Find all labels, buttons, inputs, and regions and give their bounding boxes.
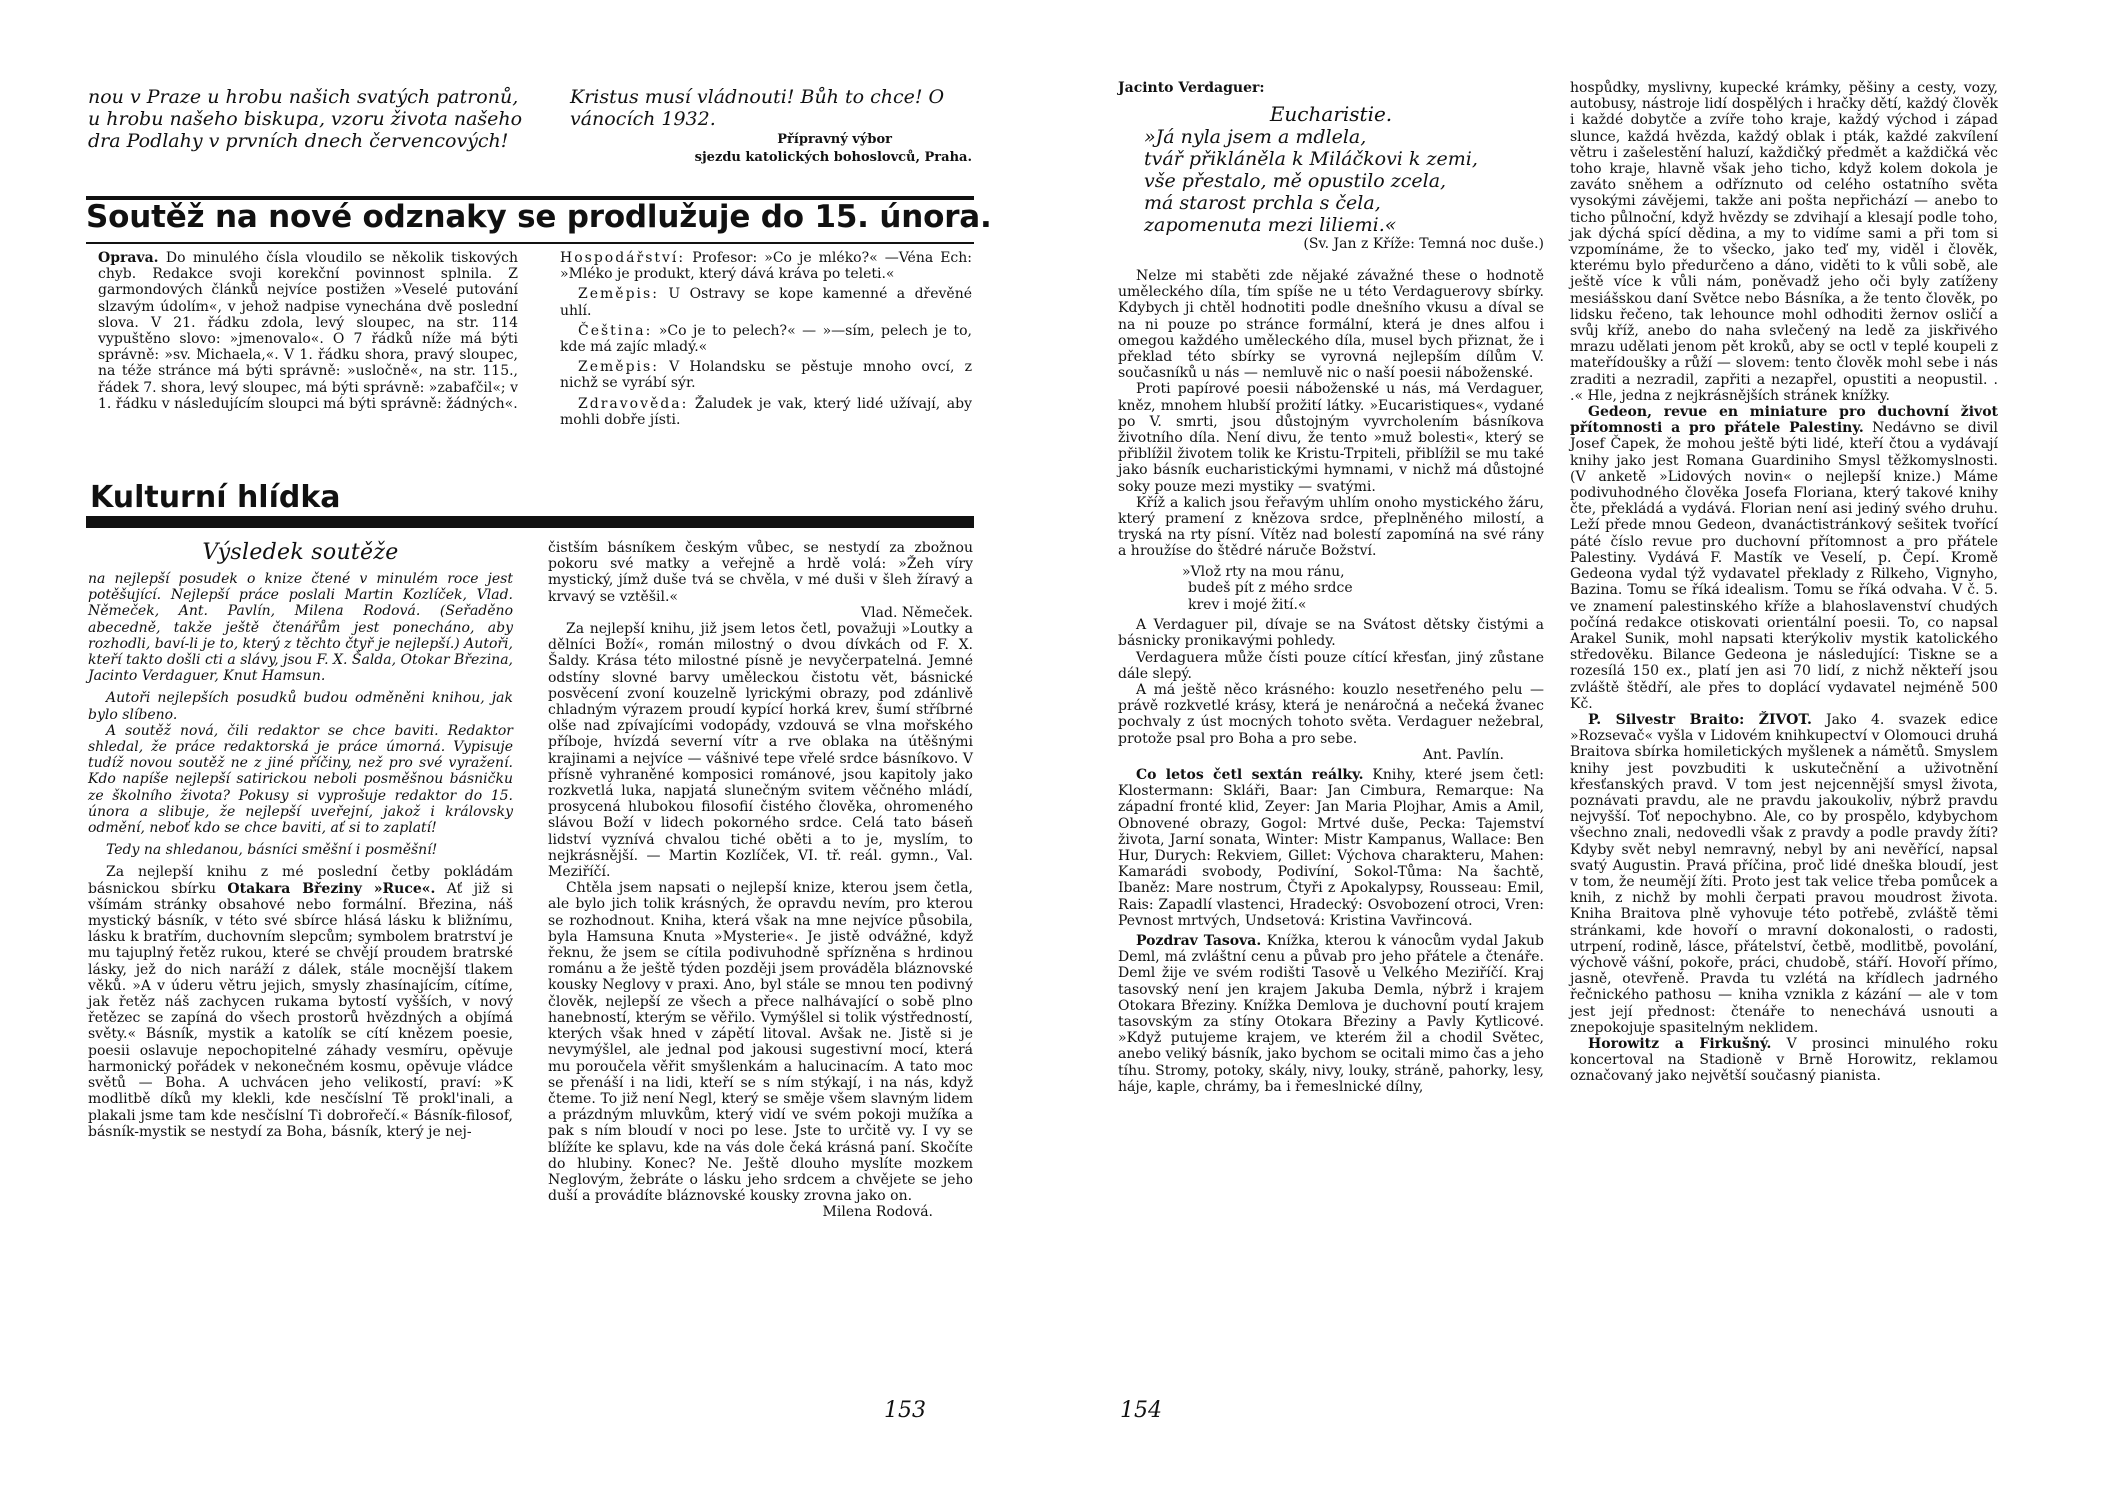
poem-line: tvář přikláněla k Miláčkovi k zemi, bbox=[1144, 148, 1478, 170]
poem-author: Jacinto Verdaguer: bbox=[1118, 80, 1265, 96]
article-text: Kříž a kalich jsou řeřavým uhlím onoho mystického žáru, který pramení z knězova srdce, přeplněného milostí, a tryská na rty písní. Vítěz nad bolestí zapomíná na své rány a hroužíse do štědré náruče Božství. bbox=[1118, 494, 1544, 560]
headline-rule bbox=[86, 242, 974, 244]
article-text: Knihy, které jsem četl: Klostermann: Skláři, Baar: Jan Cimbura, Remarque: Na západní fronté klid, Zeyer: Jan Maria Plojhar, Amis a Amil, Obnovené obrazy, Gogol: Mrtvé duše, Pecka: Tajemství života, Jarní sonata, Winter: Mistr Kampanus, Wallace: Ben Hur, Durych: Rekviem, Gillet: Výchova charakteru, Mahen: Kamarádi svobody, Podivíní, Sokol-Tůma: Na šachtě, Ibaněz: Mare nostrum, Čtyři z Apokalypsy, Rousseau: Emil, Rais: Zapadlí vlastenci, Hradecký: Osvobození otroci, Vren: Pevnost mrtvých, Undsetová: Kristina Vavřincová. bbox=[1118, 766, 1544, 929]
school-jokes bbox=[560, 250, 972, 428]
oprava-label: Oprava. bbox=[98, 250, 159, 266]
article-text: Verdaguera může čísti pouze cítící křesťan, jiný zůstane dále slepý. bbox=[1118, 649, 1544, 682]
section-title-kulturni-hlidka: Kulturní hlídka bbox=[90, 480, 341, 515]
article-text: Proti papírové poesii náboženské u nás, má Verdaguer, kněz, mnohem hlubší prožití látky. »Eucaristiques«, vydané po V. smrti, jsou důstojným vyvrcholením básníkova životního díla. Není divu, že tento »muž bolesti«, který se přiblížil životem tolik ke Kristu-Trpiteli, přiblížil se mu také jako básník eucharistickými hymnami, v nichž má důstojné soky pouze mezi mystiky — svatými. bbox=[1118, 381, 1544, 495]
article-text: A má ještě něco krásného: kouzlo nesetřeného pelu — právě rozkvetlé krásy, která je nenáročná a nečeká žvanec pochvaly z úst mocných tohoto světa. Verdaguer nežebral, protože psal pro Boha a pro sebe. bbox=[1118, 681, 1544, 747]
right-column-1 bbox=[1118, 80, 1544, 1095]
poem-line: krev i mojé žití.« bbox=[1188, 596, 1307, 613]
poem-line: má starost prchla s čela, bbox=[1144, 192, 1381, 214]
article-lead: Gedeon, revue en miniature pro duchovní život přítomnosti a pro přátele Palestiny. bbox=[1570, 404, 1998, 437]
page-number-left: 153 bbox=[884, 1398, 926, 1423]
article-signature: Ant. Pavlín. bbox=[1422, 746, 1504, 763]
article-lead: Pozdrav Tasova. bbox=[1136, 933, 1262, 950]
joke-text: V Holandsku se pěstuje mnoho ovcí, z nichž se vyrábí sýr. bbox=[560, 359, 972, 392]
poem-line: zapomenuta mezi liliemi.« bbox=[1144, 214, 1397, 236]
result-title: Výsledek soutěže bbox=[202, 540, 399, 565]
article-lead: Co letos četl sextán reálky. bbox=[1136, 766, 1364, 783]
joke-label: Zeměpis: bbox=[578, 359, 659, 376]
intro-sign-1: Přípravný výbor bbox=[777, 132, 892, 147]
review-text: Ať již si všímám stránky obsahové nebo formální. Březina, náš mystický básník, v této své sbírce hlásá lásku k bližnímu, lásku k bratřím, duchovním slepcům; symbolem bratrství je mu tajuplný řetěz rukou, které se chvějí proudem bratrské lásky, jež do nich naráží z dálek, stále mocnější tlakem věků. »A v úderu větru jejich, smysly zhasínajícím, cítíme, jak řetěz náš zachycen rukama bytostí vyšších, v nový řetězec se zapíná do všech prostorů hvězdných a objímá světy.« Básník, mystik a katolík se cítí knězem poesie, poesii oslavuje nepochopitelné záhady vesmíru, opěvuje harmonický pořádek v nekonečném kosmu, opěvuje vládce světů — Boha. A uchvácen jeho velikostí, praví: »K modlitbě díků my klekli, kde nesčíslní Tě prokl'inali, a plakali jsme tam kde nesčíslní Ti dobrořečí.« Básník-filosof, básník-mystik se nestydí za Boha, básník, který je nej- bbox=[88, 880, 513, 1140]
poem-line: »Vlož rty na mou ránu, bbox=[1182, 563, 1345, 580]
right-page bbox=[1058, 0, 2116, 1500]
article-text: Nedávno se divil Josef Čapek, že mohou ještě býti lidé, kteří čtou a vydávají knihy jako jest Romana Guardiniho Smysl těžkomyslnosti. (V anketě »Lidových novin« o nejlepší knize.) Máme podivuhodného člověka Josefa Floriana, který takové knihy čte, překládá a vydává. Florian není asi jediný svého druhu. Leží přede mnou Gedeon, dvanáctistránkový sešitek tvořící páté číslo revue pro duchovní přítomnost a pro přátele Palestiny. Vydává F. Mastík ve Veselí, p. Čepí. Kromě Gedeona vydal týž vydavatel překlady z Rilkeho, Vignyho, Bazina. Tomu se říká idealism. Tomu se říká odvaha. V č. 5. ve znamení palestinského kříže a blahoslavenství chudých počíná redakce otiskovati orientální poesii. To, co napsal Arakel Sunik, mohl napsati kterýkoliv mystik katolického středověku. Bilance Gedeona je následující: Tiskne se a rozesílá 150 ex., platí jen asi 70 lidí, z nichž někteří jsou zvláště štědří, ale přes to doplácí vydavatel nejméně 500 Kč. bbox=[1570, 420, 1998, 712]
article-lead: P. Silvestr Braito: ŽIVOT. bbox=[1588, 711, 1812, 728]
small-poem bbox=[1118, 564, 1544, 614]
left-column-1 bbox=[88, 540, 513, 1140]
left-column-2 bbox=[548, 540, 973, 1221]
review-book: Otakara Březiny »Ruce«. bbox=[227, 880, 436, 897]
joke-label: Zeměpis: bbox=[578, 286, 659, 303]
intro-left-text bbox=[88, 86, 532, 152]
right-column-2 bbox=[1570, 80, 1998, 1085]
joke-text: Žaludek je vak, který lidé užívají, aby mohli dobře jísti. bbox=[560, 395, 972, 428]
review-signature: Milena Rodová. bbox=[822, 1204, 933, 1221]
poem-line: budeš pít z mého srdce bbox=[1188, 580, 1353, 597]
result-paragraph: A soutěž nová, čili redaktor se chce baviti. Redaktor shledal, že práce redaktorská je práce úmorná. Vypisuje tudíž novou soutěž ne z jiné příčiny, než pro své vyražení. Kdo napíše nejlepší satirickou neboli posměšnou básničku ze školního života? Pokusy si vyprošuje redaktor do 15. února a slibuje, že nejlepší uveřejní, jakož i královsky odmění, neboť kdo se chce baviti, ať si to zaplatí! bbox=[88, 722, 513, 837]
intro-sign-2: sjezdu katolických bohoslovců, Praha. bbox=[694, 150, 972, 165]
joke-text: »Co je to pelech?« — »—sím, pelech je to, kde má zajíc mladý.« bbox=[560, 322, 972, 356]
intro-left: nou v Praze u hrobu našich svatých patronů, u hrobu našeho biskupa, vzoru života našeho dra Podlahy v prvních dnech červencových! bbox=[88, 86, 523, 152]
article-text: hospůdky, myslivny, kupecké krámky, pěšiny a cesty, vozy, autobusy, nástroje lidí dospělých i hračky dětí, každý člověk i každé dobytče a zvíře toho kraje, každý východ i západ slunce, každá hvězda, každý oblak i pták, každé zakvílení větru i zašelestění haluzí, každičký předmět a každičká věc toho kraje, hlavně však jeho ticho, když kolem dokola je zaváto sněhem a odříznuto od celého ostatního světa vysokými závějemi, takže ani pošta nepřichází — anebo to ticho půlnoční, když hvězdy se zdvihají a klesají podle toho, jak dýchá spící dědina, a my to vidíme sami a při tom si vzpomínáme, že to všecko, jako teď my, viděl i člověk, kterému bylo předurčeno a dáno, viděti to k vůli sobě, ale ještě více k vůli nám, poněvadž jeho oči byly zatíženy mesiášskou daní Světce nebo Básníka, a že tento člověk, po lidsku řečeno, tak lehounce mohl odhoditi žernov osličí a svůj kříž, anebo do naha svlečený na ledě za jiskřivého mrazu udělati jenom pět kroků, aby se octl v teplé koupeli z mateřídoušky a růží — slovem: tento člověk mohl sebe i nás zraditi a nezradil, zapřiti a nezapřel, opustiti a neopustil. . .« Hle, jedna z nejkrásnějších stránek knížky. bbox=[1570, 80, 1998, 404]
poem-title: Eucharistie. bbox=[1269, 102, 1393, 126]
joke-label: Hospodářství: bbox=[560, 250, 686, 266]
joke-text: U Ostravy se kope kamenné a dřevěné uhlí. bbox=[560, 286, 973, 319]
article-text: A Verdaguer pil, dívaje se na Svátost dětsky čistými a básnicky pronikavými pohledy. bbox=[1118, 617, 1544, 650]
review-text: Za nejlepší knihu z mé poslední četby pokládám básnickou sbírku bbox=[88, 864, 513, 897]
article-text: V prosinci minulého roku koncertoval na Stadioně v Brně Horowitz, reklamou označovaný jako největší současný pianista. bbox=[1570, 1035, 1998, 1085]
review-text: Za nejlepší knihu, již jsem letos četl, považuji »Loutky a dělníci Boží«, román milostný o dvou dívkách od F. X. Šaldy. Krása této milostné písně je nevyčerpatelná. Jemné odstíny slovné barvy uměleckou čistotu vět, básnické posvěcení zvoní kouzelně lyrickými obrazy, pod zdánlivě chladným výrazem proudí kypící horká krev, šumí stříbrné olše nad zpívajícími vodopády, vzdouvá se vlna mořského příboje, hvízdá severní vítr a rve oblaka na útěšnými krajinami a nejvíce — vášnivé tepe vřelé srdce básníkovo. V přísně vyhraněné komposici románové, jsou kapitoly jako rozkvetlá luka, napjatá slunečným svitem věčného mládí, prosycená hlubokou filosofií čistého člověka, ohromeného slávou Boží v lidech pokorného srdce. Celá tato báseň lidství vyznívá chvalou tiché oběti a to je, myslím, to nejkrásnější. — Martin Kozlíček, VI. tř. reál. gymn., Val. Meziříčí. bbox=[548, 621, 973, 881]
contest-headline: Soutěž na nové odznaky se prodlužuje do 15. února. bbox=[86, 199, 992, 235]
intro-right-text: Kristus musí vládnouti! Bůh to chce! O vánocích 1932. bbox=[570, 86, 945, 130]
poem-source: (Sv. Jan z Kříže: Temná noc duše.) bbox=[1303, 236, 1544, 252]
review-text: čistším básníkem českým vůbec, se nestydí za zbožnou pokoru své matky a veřejně a hrdě volá: »Žeh víry mystický, jímž duše tvá se chvěla, v mé duši v šleh žíravý a krvavý se vztěšil.« bbox=[548, 540, 973, 605]
result-paragraph: Tedy na shledanou, básníci směšní i posměšní! bbox=[106, 842, 438, 859]
oprava-text: Do minulého čísla vloudilo se několik tiskových chyb. Redakce svoji korekční povinnost splnila. Z garmondových článků nejvíce postižen »Veselé putování slzavým údolím«, v jehož nadpise vynechána dvě poslední slova. V 21. řádku zdola, levý sloupec, na str. 114 vypuštěno slovo: »jmenovalo«. O 7 řádků níže má býti správně: »sv. Michaela,«. V 1. řádku shora, pravý sloupec, na téže stránce má býti správně: »usločně«, na str. 115., řádek 7. shora, levý sloupec, má býti správně: »zabafčil«; v 1. řádku v následujícím sloupci má býti správně: žádných«. bbox=[98, 250, 519, 412]
result-paragraph: Autoři nejlepších posudků budou odměněni knihou, jak bylo slíbeno. bbox=[88, 690, 513, 723]
result-paragraph: na nejlepší posudek o knize čtené v minulém roce jest potěšující. Nejlepší práce poslali Martin Kozlíček, Vlad. Němeček, Ant. Pavlín, Milena Rodová. (Seřaděno abecedně, takže ještě čtenářům jest ponecháno, aby rozhodli, baví-li je to, který z těchto čtyř je nejlepší.) Autoři, kteří takto došli cti a slávy, jsou F. X. Šalda, Otokar Březina, Jacinto Verdaguer, Knut Hamsun. bbox=[88, 571, 513, 685]
article-text: Jako 4. svazek edice »Rozsevač« vyšla v Lidovém knihkupectví v Olomouci druhá Braitova sbírka homiletických myšlenek a námětů. Smyslem knihy jest povzbuditi k uskutečnění a uživotnění křesťanských pravd. V tom jest nejcennější smysl života, poznávati pravdu, ale ne pravdu jakoukoliv, nýbrž pravdu nejvyšší. Toť nepochybno. Ale, co by prospělo, kdybychom všechno znali, nedovedli však z pravdy a podle pravdy žíti? Kdyby svět nebyl nemravný, nebyl by ani nevěřící, napsal svatý Augustin. Pravá příčina, proč lidé dneška bloudí, jest v tom, že neumějí žíti. Proto jest tak velice třeba pomůcek a knih, z nichž by mohli čerpati pravou moudrost života. Kniha Braitova plně vyhovuje této potřebě, zvláště těmi stránkami, kde hovoří o mravní dokonalosti, o radosti, utrpení, rodině, lásce, přátelství, četbě, modlitbě, povolání, výchově vášní, pokoře, práci, chudobě, stáří. Hovoří přímo, jasně, otevřeně. Pravda tu vzlétá na křídlech jadrného řečnického pathosu — kniha vznikla z kázání — ale v tom jest její přednost: čtenáře to nenechává usnouti a znepokojuje spasitelným neklidem. bbox=[1570, 711, 1999, 1036]
article-text: Knížka, kterou k vánocům vydal Jakub Deml, má zvláštní cenu a půvab pro jeho přátele a čtenáře. Deml žije ve svém rodišti Tasově u Velkého Meziříčí. Kraj tasovský není jen krajem Jakuba Demla, nýbrž i krajem Otokara Březiny. Knížka Demlova je duchovní poutí krajem tasovským za stíny Otokara Březiny a Pavly Kytlicové. »Když putujeme krajem, ve kterém žil a chodil Světec, anebo veliký básník, jako bychom se ocitali mimo čas a jeho tíhu. Stromy, potoky, skály, nivy, louky, stráně, pahorky, lesy, háje, kaple, chrámy, ba i řemeslnické dílny, bbox=[1118, 933, 1544, 1095]
joke-label: Zdravověda: bbox=[578, 395, 689, 412]
review-signature: Vlad. Němeček. bbox=[861, 604, 973, 621]
joke-text: Profesor: »Co je mléko?« —Véna Ech: »Mléko je produkt, který dává kráva po teleti.« bbox=[560, 250, 973, 283]
page-number-right: 154 bbox=[1120, 1398, 1162, 1423]
article-lead: Horowitz a Firkušný. bbox=[1588, 1035, 1772, 1052]
review-text: Chtěla jsem napsati o nejlepší knize, kterou jsem četla, ale bylo jich tolik krásných, že opravdu nevím, pro kterou se rozhodnout. Kniha, která však na mne nejvíce působila, byla Hamsuna Knuta »Mysterie«. Je jistě odvážné, když řeknu, že jsem se cítila podivuhodně spřízněna s hrdinou románu a že ještě týden později jsem prováděla bláznovské kousky Neglovy v praxi. Ano, byl stále se mnou ten podivný člověk, nejlepší ze všech a přece nalhávající o sobě plno hanebností, kterým se věřilo. Vymýšlel si tolik výstředností, kterých však hned v zápětí litoval. Avšak ne. Jistě si je nevymýšlel, ale jednal pod jakousi sugestivní mocí, která mu poroučela věřit smyšlenkám a halucinacím. A tato moc se přenáší i na lidi, kteří se s ním stýkají, i na nás, když čteme. To již není Negl, který se směje všem slavným lidem a prázdným mluvkům, který vidí ve svém pokoji mužíka a pak s ním bloudí v noci po lese. Jste to určitě vy. I vy se blížíte ke splavu, kde na vás dole čeká krásná paní. Skočíte do hlubiny. Konec? Ne. Ještě dlouho myslíte mozkem Neglovým, žebráte o lásku jeho srdcem a chvějete se jeho duší a provádíte bláznovské kousky zrovna jako on. bbox=[548, 880, 973, 1205]
intro-right bbox=[570, 86, 972, 166]
section-rule bbox=[86, 516, 974, 528]
article-text: Nelze mi staběti zde nějaké závažné these o hodnotě uměleckého díla, tím spíše ne u této Verdaguerovy sbírky. Kdybych ji chtěl hodnotiti podle dnešního vkusu a díval se na ni pouze po stránce formální, která je dnes alfou i omegou každého uměleckého díla, musel bych přiznat, že i překlad této sbírky se vyrovná nejlepším dílům V. současníků u nás — nemluvě nic o naší poesii náboženské. bbox=[1118, 268, 1544, 382]
poem-line: »Já nyla jsem a mdlela, bbox=[1144, 126, 1367, 148]
joke-label: Čeština: bbox=[578, 322, 653, 339]
oprava-notice bbox=[98, 250, 518, 412]
poem bbox=[1144, 126, 1544, 236]
poem-line: vše přestalo, mě opustilo zcela, bbox=[1144, 170, 1447, 192]
